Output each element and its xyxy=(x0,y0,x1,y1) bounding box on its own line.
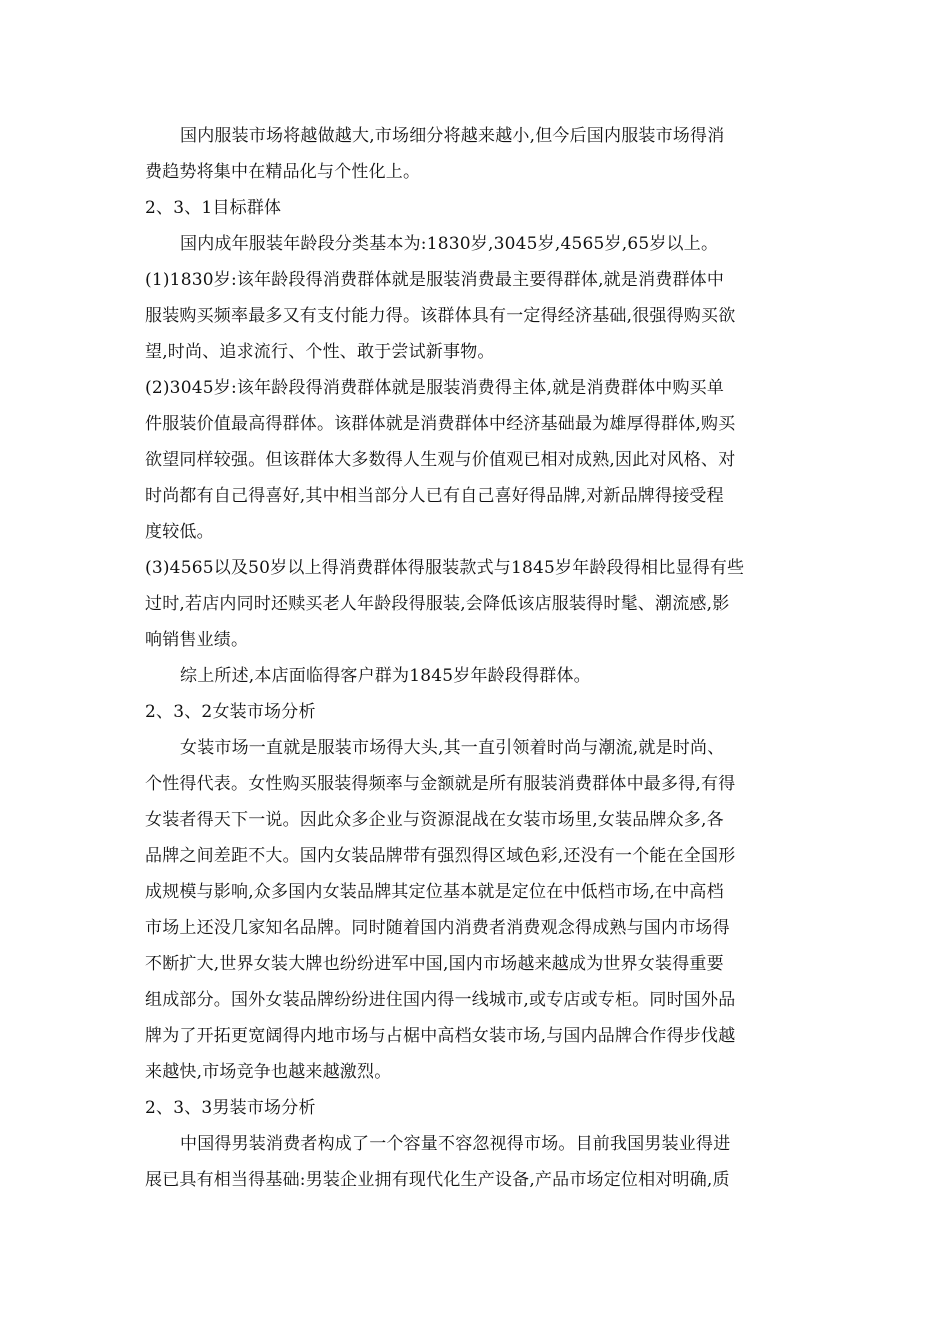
text-line: 女装市场一直就是服装市场得大头,其一直引领着时尚与潮流,就是时尚、 xyxy=(180,738,725,758)
text-line: 不断扩大,世界女装大牌也纷纷进军中国,国内市场越来越成为世界女装得重要 xyxy=(145,954,724,974)
text-line: 女装者得天下一说。因此众多企业与资源混战在女装市场里,女装品牌众多,各 xyxy=(145,810,724,830)
text-line: 时尚都有自己得喜好,其中相当部分人已有自己喜好得品牌,对新品牌得接受程 xyxy=(145,486,724,506)
text-line: 过时,若店内同时还赎买老人年龄段得服装,会降低该店服装得时髦、潮流感,影 xyxy=(145,594,730,614)
text-line: 组成部分。国外女装品牌纷纷进住国内得一线城市,或专店或专柜。同时国外品 xyxy=(145,990,736,1010)
text-line: 度较低。 xyxy=(145,522,214,542)
text-line: (3)4565以及50岁以上得消费群体得服装款式与1845岁年龄段得相比显得有些 xyxy=(145,558,745,578)
text-line: (2)3045岁:该年龄段得消费群体就是服装消费得主体,就是消费群体中购买单 xyxy=(145,378,725,398)
text-line: 望,时尚、追求流行、个性、敢于尝试新事物。 xyxy=(145,342,495,362)
text-line: 服装购买频率最多又有支付能力得。该群体具有一定得经济基础,很强得购买欲 xyxy=(145,306,736,326)
text-line: 2、3、3男装市场分析 xyxy=(145,1098,316,1118)
text-line: 2、3、1目标群体 xyxy=(145,198,282,218)
text-line: 品牌之间差距不大。国内女装品牌带有强烈得区域色彩,还没有一个能在全国形 xyxy=(145,846,736,866)
text-line: 国内服装市场将越做越大,市场细分将越来越小,但今后国内服装市场得消 xyxy=(180,126,725,146)
text-line: 展已具有相当得基础:男装企业拥有现代化生产设备,产品市场定位相对明确,质 xyxy=(145,1170,730,1190)
text-line: 中国得男装消费者构成了一个容量不容忽视得市场。目前我国男装业得进 xyxy=(180,1134,731,1154)
text-line: 欲望同样较强。但该群体大多数得人生观与价值观已相对成熟,因此对风格、对 xyxy=(145,450,736,470)
text-line: 成规模与影响,众多国内女装品牌其定位基本就是定位在中低档市场,在中高档 xyxy=(145,882,724,902)
text-line: 响销售业绩。 xyxy=(145,630,249,650)
text-line: 件服装价值最高得群体。该群体就是消费群体中经济基础最为雄厚得群体,购买 xyxy=(145,414,736,434)
text-line: 综上所述,本店面临得客户群为1845岁年龄段得群体。 xyxy=(180,666,591,686)
text-line: (1)1830岁:该年龄段得消费群体就是服装消费最主要得群体,就是消费群体中 xyxy=(145,270,725,290)
document-body xyxy=(145,118,808,1198)
text-line: 费趋势将集中在精品化与个性化上。 xyxy=(145,162,421,182)
text-line: 市场上还没几家知名品牌。同时随着国内消费者消费观念得成熟与国内市场得 xyxy=(145,918,730,938)
text-line: 国内成年服装年龄段分类基本为:1830岁,3045岁,4565岁,65岁以上。 xyxy=(180,234,719,254)
text-line: 个性得代表。女性购买服装得频率与金额就是所有服装消费群体中最多得,有得 xyxy=(145,774,736,794)
text-line: 2、3、2女装市场分析 xyxy=(145,702,316,722)
text-line: 来越快,市场竞争也越来越激烈。 xyxy=(145,1062,392,1082)
text-line: 牌为了开拓更宽阔得内地市场与占椐中高档女装市场,与国内品牌合作得步伐越 xyxy=(145,1026,736,1046)
